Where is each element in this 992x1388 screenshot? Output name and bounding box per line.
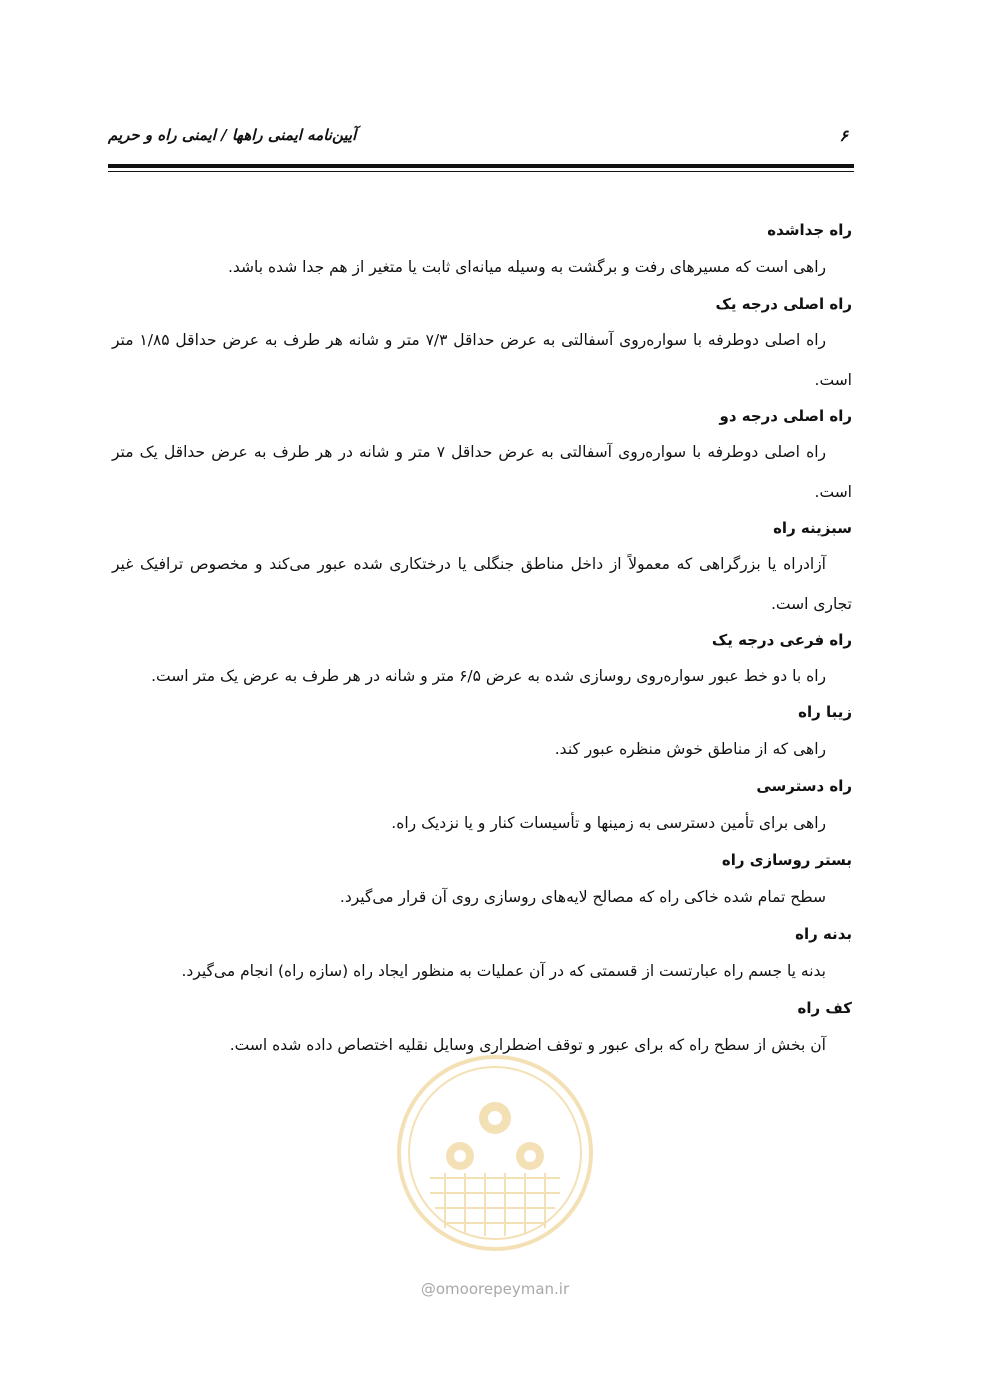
glossary-entry <box>112 992 852 1066</box>
term-definition: آن بخش از سطح راه که برای عبور و توقف اضطراری وسایل نقلیه اختصاص داده شده است. <box>229 1036 826 1054</box>
glossary-body <box>112 214 852 1066</box>
term-heading: راه دسترسی <box>756 777 852 795</box>
term-definition: راهی برای تأمین دسترسی به زمینها و تأسیسات کنار و یا نزدیک راه. <box>391 814 826 832</box>
term-definition: راه اصلی دوطرفه با سواره‌روی آسفالتی به عرض حداقل ۷/۳ متر و شانه هر طرف به عرض حداقل ۱/۸۵ متر است. <box>112 331 852 389</box>
term-heading: سبزینه راه <box>773 519 852 537</box>
term-definition: راه با دو خط عبور سواره‌روی روسازی شده به عرض ۶/۵ متر و شانه در هر طرف به عرض یک متر است. <box>151 667 826 685</box>
glossary-entry <box>112 214 852 288</box>
watermark-url: @omoorepeyman.ir <box>420 1280 570 1298</box>
term-definition: راه اصلی دوطرفه با سواره‌روی آسفالتی به عرض حداقل ۷ متر و شانه در هر طرف به عرض حداقل یک متر است. <box>112 443 852 501</box>
glossary-entry <box>112 512 852 624</box>
term-heading: زیبا راه <box>798 703 852 721</box>
page-header <box>108 126 852 148</box>
term-definition: سطح تمام شده خاکی راه که مصالح لایه‌های روسازی روی آن قرار می‌گیرد. <box>339 888 826 906</box>
header-rule-thick <box>108 164 854 168</box>
watermark-logo <box>390 1048 600 1258</box>
term-heading: راه فرعی درجه یک <box>711 631 852 649</box>
term-definition: راهی که از مناطق خوش منظره عبور کند. <box>554 740 826 758</box>
glossary-entry <box>112 624 852 696</box>
term-definition: راهی است که مسیرهای رفت و برگشت به وسیله میانه‌ای ثابت یا متغیر از هم جدا شده باشد. <box>227 258 826 276</box>
glossary-entry <box>112 918 852 992</box>
glossary-entry <box>112 288 852 400</box>
term-definition: بدنه یا جسم راه عبارتست از قسمتی که در آن عملیات به منظور ایجاد راه (سازه راه) انجام می‌گیرد. <box>181 962 826 980</box>
term-definition: آزادراه یا بزرگراهی که معمولاً از داخل مناطق جنگلی یا درختکاری شده عبور می‌کند و مخصوص ترافیک غیر تجاری است. <box>112 555 852 613</box>
glossary-entry <box>112 696 852 770</box>
page-number: ۶ <box>839 126 848 145</box>
term-heading: کف راه <box>797 999 852 1017</box>
glossary-entry <box>112 770 852 844</box>
term-heading: بدنه راه <box>795 925 852 943</box>
glossary-entry <box>112 400 852 512</box>
header-rule-thin <box>108 171 854 172</box>
term-heading: بستر روسازی راه <box>721 851 852 869</box>
term-heading: راه جداشده <box>767 221 852 239</box>
term-heading: راه اصلی درجه دو <box>719 407 852 425</box>
running-title: آیین‌نامه ایمنی راهها / ایمنی راه و حریم <box>108 126 357 144</box>
glossary-entry <box>112 844 852 918</box>
term-heading: راه اصلی درجه یک <box>715 295 852 313</box>
